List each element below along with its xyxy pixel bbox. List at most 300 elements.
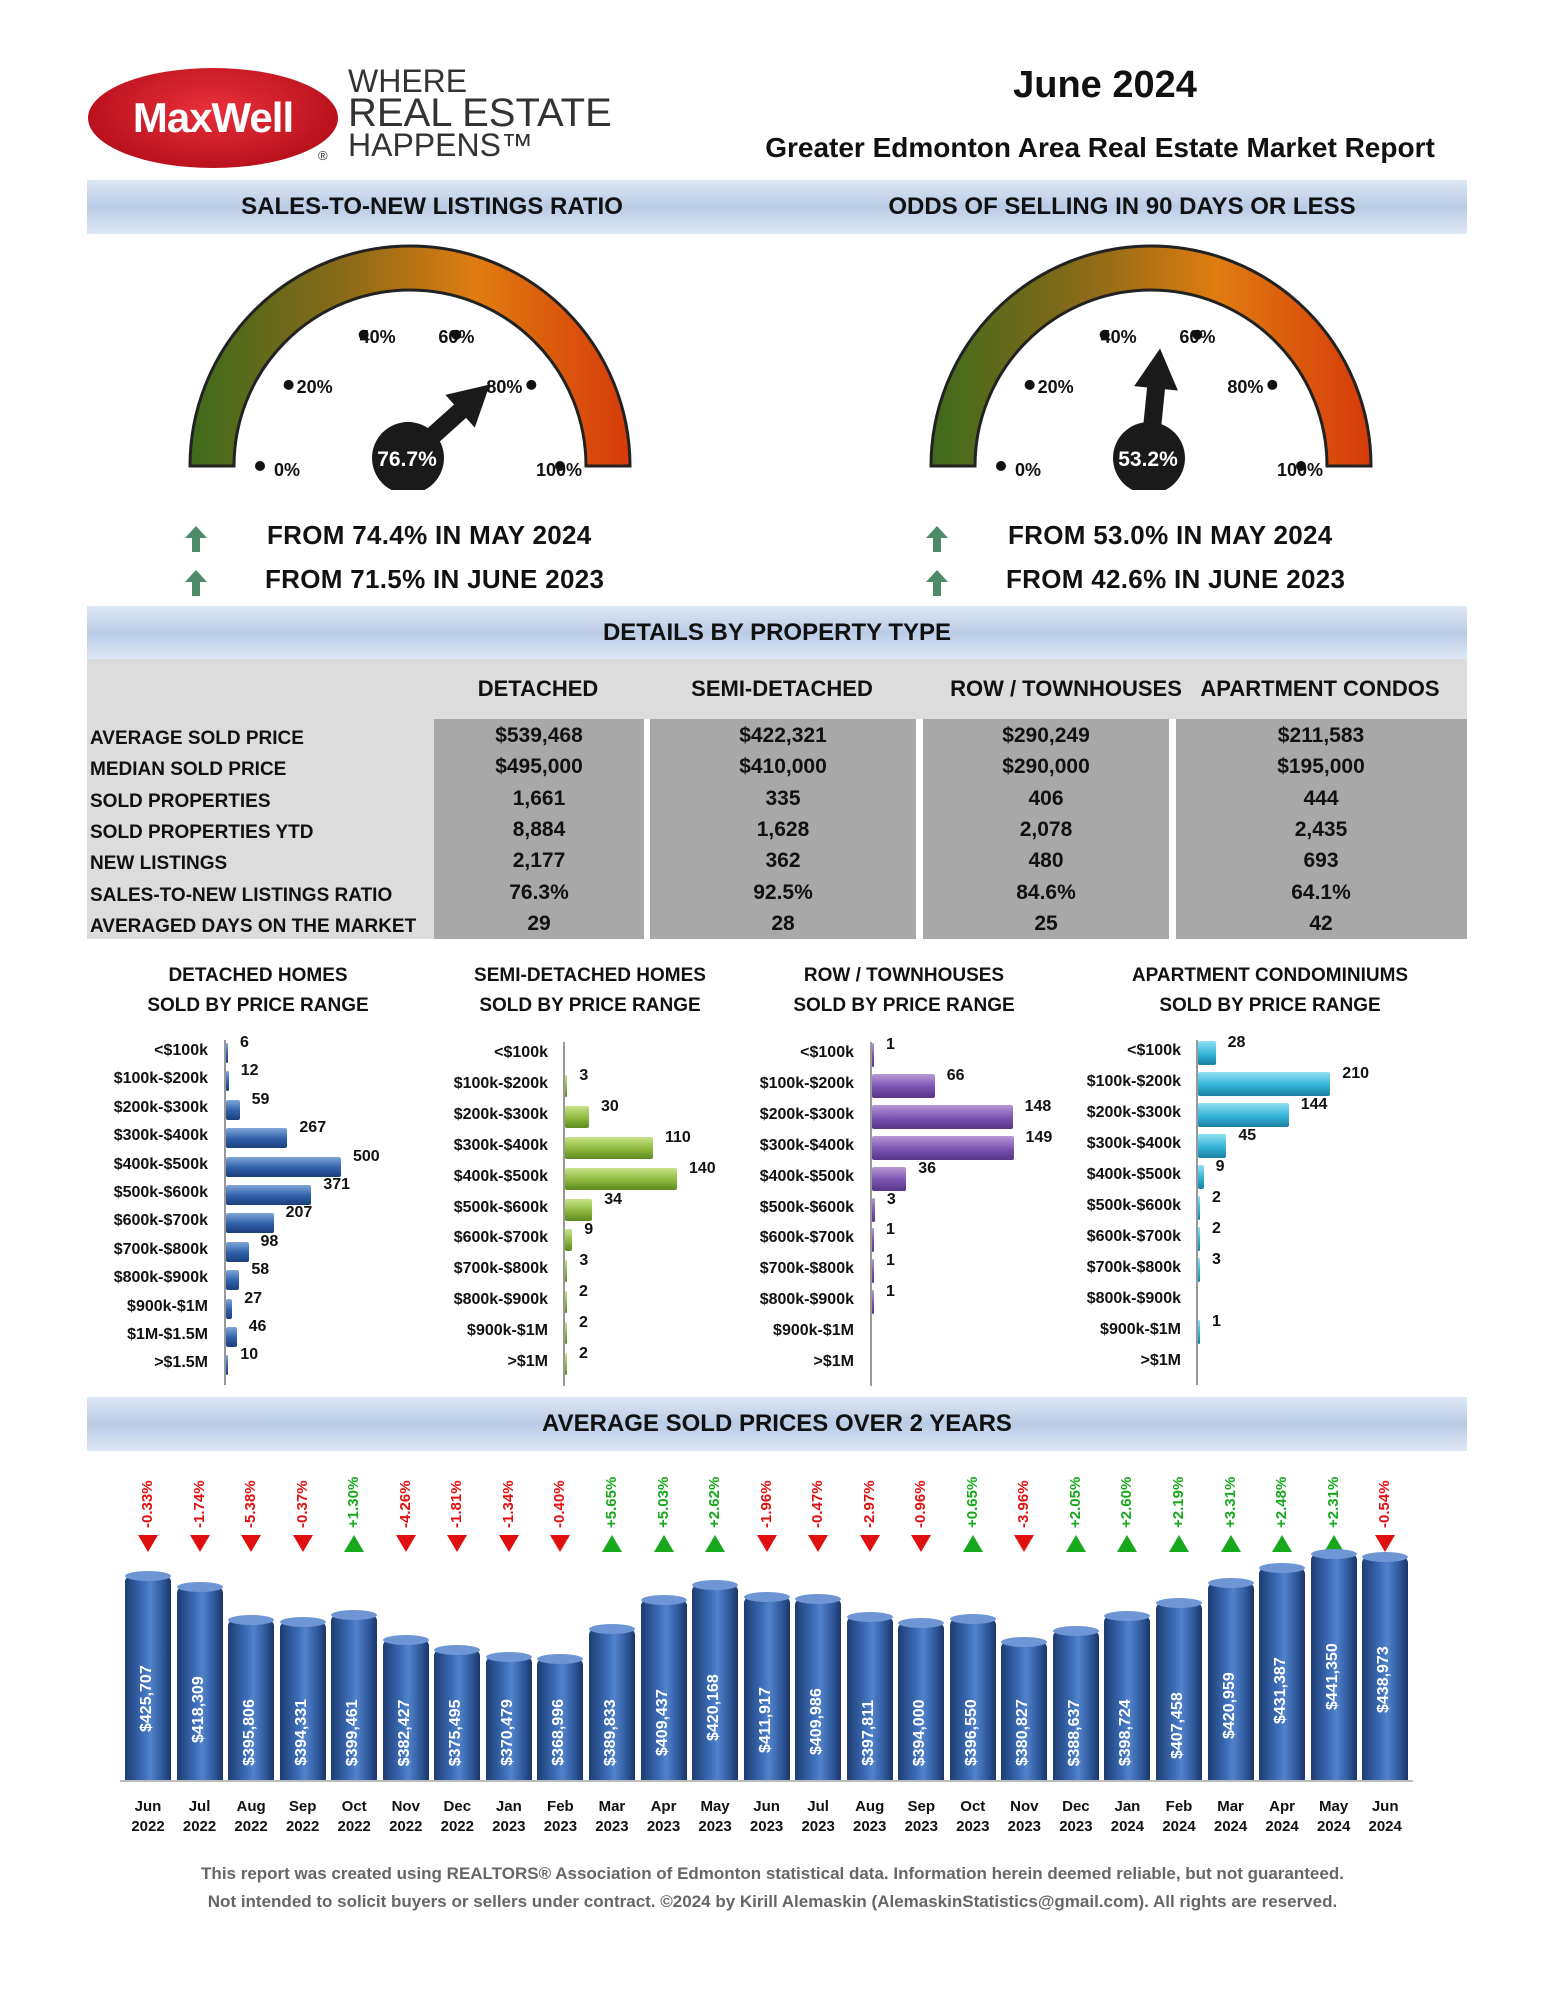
details-row-label: MEDIAN SOLD PRICE: [90, 759, 287, 781]
gauge-tick-label: 100%: [536, 460, 583, 480]
histogram-bar: [1198, 1041, 1216, 1065]
histogram-bar: [226, 1185, 311, 1205]
histogram-bar: [226, 1299, 232, 1319]
histogram-value-label: 149: [1025, 1128, 1053, 1146]
up-triangle-icon: [1117, 1535, 1137, 1552]
down-triangle-icon: [808, 1535, 828, 1552]
histogram-category-label: $100k-$200k: [113, 1070, 208, 1088]
histogram-value-label: 3: [579, 1066, 589, 1084]
histogram-bar: [226, 1043, 228, 1063]
histogram-value-label: 59: [251, 1090, 270, 1108]
price-change-label: -0.96%: [912, 1480, 930, 1528]
details-cell: $290,000: [1002, 755, 1090, 779]
histogram-bar: [226, 1355, 228, 1375]
details-cell: 1,661: [512, 786, 566, 810]
price-change-label: +5.03%: [654, 1476, 672, 1528]
price-bar-value: $375,495: [447, 1699, 465, 1766]
details-row-label: SOLD PROPERTIES: [90, 790, 271, 812]
gauge-tick-label: 20%: [296, 376, 333, 397]
gauge-section-bar: [87, 180, 1467, 234]
tagline-line-2: REAL ESTATE: [348, 91, 612, 135]
histogram-category-label: $500k-$600k: [113, 1184, 208, 1201]
details-cell: 42: [1309, 911, 1333, 935]
price-bar-value: $409,437: [653, 1689, 671, 1757]
price-bar-value: $368,996: [550, 1699, 568, 1766]
price-bar-value: $394,331: [292, 1699, 310, 1766]
year-label: 2023: [904, 1818, 938, 1835]
details-row-label: AVERAGED DAYS ON THE MARKET: [90, 915, 417, 937]
histogram-value-label: 98: [260, 1232, 279, 1250]
price-bar-value: $407,458: [1169, 1692, 1186, 1760]
down-triangle-icon: [138, 1535, 158, 1552]
month-label: Apr: [650, 1798, 677, 1815]
down-triangle-icon: [1014, 1535, 1034, 1552]
histogram-bar: [226, 1270, 239, 1290]
price-change-label: -1.74%: [190, 1480, 208, 1528]
histogram-bar: [1198, 1196, 1200, 1220]
gauge-tick-label: 40%: [359, 326, 396, 347]
price-change-label: -1.34%: [499, 1480, 517, 1528]
gauge-tick-label: 40%: [1100, 326, 1137, 347]
histogram-category-label: $900k-$1M: [127, 1297, 208, 1315]
price-bar-cap: [331, 1610, 377, 1620]
price-change-label: -1.96%: [757, 1480, 775, 1528]
histogram-value-label: 28: [1227, 1034, 1246, 1051]
gauge-1-change-2: FROM 71.5% IN JUNE 2023: [265, 564, 605, 594]
month-label: Jul: [188, 1798, 211, 1815]
details-cell: 2,435: [1294, 817, 1348, 841]
gauge-tick-label: 100%: [1277, 460, 1324, 480]
price-bar-cap: [434, 1645, 480, 1655]
price-change-label: -4.26%: [396, 1480, 414, 1528]
column-header-apartment-condos: APARTMENT CONDOS: [1200, 676, 1440, 701]
histogram-bar: [872, 1290, 874, 1314]
column-header-detached: DETACHED: [477, 676, 599, 701]
year-label: 2023: [492, 1818, 526, 1835]
histogram-value-label: 27: [244, 1289, 262, 1307]
price-bar-cap: [950, 1614, 996, 1624]
year-label: 2024: [1265, 1818, 1299, 1835]
details-section-bar: [87, 606, 1467, 660]
price-bar-value: $441,350: [1323, 1642, 1341, 1710]
details-cell: 28: [771, 911, 795, 935]
details-cell: $290,249: [1002, 724, 1090, 747]
price-bar-value: $396,550: [962, 1699, 980, 1766]
up-arrow-icon: [925, 525, 949, 553]
column-header-row-townhouses: ROW / TOWNHOUSES: [950, 676, 1182, 701]
histogram-category-label: $400k-$500k: [759, 1167, 854, 1185]
histogram-title: APARTMENT CONDOMINIUMS: [1131, 965, 1409, 986]
price-change-label: +5.65%: [602, 1476, 620, 1528]
report-month: June 2024: [1013, 64, 1197, 106]
price-bar-cap: [383, 1635, 429, 1645]
price-change-label: +2.05%: [1066, 1476, 1084, 1528]
month-label: Dec: [443, 1798, 472, 1815]
price-bar-value: $431,387: [1272, 1657, 1290, 1725]
up-arrow-icon: [925, 569, 949, 597]
down-triangle-icon: [860, 1535, 880, 1552]
histogram-bar: [872, 1167, 906, 1191]
price-bar-value: $382,427: [395, 1699, 413, 1766]
histogram-value-label: 12: [240, 1062, 259, 1080]
year-label: 2024: [1110, 1818, 1145, 1835]
histogram-subtitle: SOLD BY PRICE RANGE: [479, 995, 701, 1016]
histogram-value-label: 34: [604, 1190, 622, 1208]
month-label: May: [700, 1798, 730, 1815]
gauge-tick-label: 80%: [486, 376, 523, 397]
price-bar-cap: [1053, 1626, 1099, 1636]
month-label: Apr: [1269, 1798, 1296, 1815]
histogram-bar: [565, 1229, 572, 1251]
histogram-category-label: $900k-$1M: [773, 1322, 854, 1340]
footer-disclaimer: This report was created using REALTORS® Association of Edmonton statistical data. Information herein deemed reliable, but not guaranteed.: [201, 1864, 1344, 1883]
year-label: 2024: [1368, 1818, 1402, 1835]
registered-mark: ®: [318, 148, 328, 163]
year-label: 2023: [749, 1818, 784, 1835]
histogram-category-label: $800k-$900k: [113, 1269, 208, 1287]
histogram-category-label: $800k-$900k: [453, 1291, 548, 1309]
year-label: 2023: [801, 1818, 835, 1835]
year-label: 2022: [234, 1818, 268, 1835]
price-bar-value: $409,986: [808, 1688, 826, 1756]
histogram-category-label: >$1M: [1140, 1352, 1181, 1369]
year-label: 2024: [1213, 1818, 1248, 1835]
year-label: 2022: [182, 1818, 217, 1835]
year-label: 2023: [646, 1818, 681, 1835]
price-change-label: +2.19%: [1170, 1476, 1187, 1528]
year-label: 2023: [956, 1818, 990, 1835]
histogram-category-label: $700k-$800k: [453, 1260, 548, 1278]
price-bar-value: $370,479: [498, 1699, 516, 1766]
gauge-tick-label: 80%: [1227, 376, 1264, 397]
histogram-bar: [1198, 1103, 1289, 1127]
down-triangle-icon: [550, 1535, 570, 1552]
price-bar-value: $395,806: [241, 1699, 259, 1766]
gauge-2-title: ODDS OF SELLING IN 90 DAYS OR LESS: [888, 193, 1356, 220]
histogram-bar: [565, 1075, 567, 1097]
month-label: Nov: [1010, 1798, 1039, 1815]
details-row-label: SOLD PROPERTIES YTD: [90, 821, 314, 843]
year-label: 2024: [1162, 1818, 1196, 1835]
price-bar-cap: [1104, 1611, 1150, 1621]
histogram-category-label: $500k-$600k: [453, 1198, 548, 1216]
year-label: 2023: [543, 1818, 578, 1835]
histogram-category-label: $200k-$300k: [113, 1098, 208, 1116]
histogram-category-label: $600k-$700k: [1086, 1228, 1181, 1245]
price-bar-value: $380,827: [1014, 1699, 1032, 1766]
histogram-category-label: $400k-$500k: [1086, 1166, 1181, 1183]
details-cell: 2,078: [1019, 817, 1073, 841]
year-label: 2023: [853, 1818, 887, 1835]
gauge-tick-dot: [996, 461, 1006, 471]
year-label: 2023: [595, 1818, 629, 1835]
histogram-category-label: $400k-$500k: [113, 1155, 208, 1173]
tagline-line-1: WHERE: [348, 63, 468, 99]
month-label: Mar: [1217, 1798, 1244, 1815]
down-triangle-icon: [447, 1535, 467, 1552]
histogram-category-label: <$100k: [800, 1044, 854, 1061]
details-cell: 444: [1303, 786, 1339, 810]
histogram-subtitle: SOLD BY PRICE RANGE: [793, 995, 1015, 1016]
histogram-bar: [1198, 1165, 1204, 1189]
details-cell: 2,177: [512, 849, 566, 873]
histogram-bar: [565, 1291, 567, 1313]
details-cell: 406: [1028, 786, 1064, 810]
up-triangle-icon: [705, 1535, 725, 1552]
histogram-category-label: $300k-$400k: [1086, 1135, 1181, 1152]
histogram-value-label: 46: [248, 1318, 267, 1335]
histogram-category-label: $700k-$800k: [759, 1260, 854, 1278]
histogram-value-label: 144: [1300, 1096, 1328, 1113]
histogram-value-label: 210: [1342, 1065, 1369, 1082]
gauge-2-change-1: FROM 53.0% IN MAY 2024: [1008, 520, 1333, 550]
month-label: Jan: [495, 1798, 522, 1815]
histogram-bar: [872, 1074, 935, 1098]
histogram-category-label: $800k-$900k: [759, 1291, 854, 1309]
histogram-bar: [226, 1071, 229, 1091]
histogram-category-label: $200k-$300k: [453, 1105, 548, 1123]
histogram-category-label: $100k-$200k: [759, 1074, 854, 1092]
histogram-category-label: $900k-$1M: [1100, 1321, 1181, 1338]
price-change-label: -1.81%: [448, 1480, 466, 1528]
price-bar-cap: [1311, 1549, 1357, 1559]
details-cell: $422,321: [739, 724, 827, 747]
gauge-tick-label: 20%: [1037, 376, 1074, 397]
histogram-bar: [1198, 1258, 1200, 1282]
down-triangle-icon: [1375, 1535, 1395, 1552]
price-bar-value: $425,707: [138, 1665, 155, 1733]
histogram-title: ROW / TOWNHOUSES: [803, 965, 1005, 986]
histogram-bar: [226, 1100, 240, 1120]
histogram-bar: [565, 1322, 567, 1344]
histogram-category-label: $300k-$400k: [453, 1136, 548, 1154]
details-cell: $495,000: [495, 755, 583, 779]
month-label: Dec: [1062, 1798, 1090, 1815]
gauge-tick-label: 0%: [274, 460, 301, 480]
year-label: 2022: [131, 1818, 165, 1835]
histogram-category-label: <$100k: [1127, 1042, 1181, 1059]
histogram-category-label: $200k-$300k: [759, 1105, 854, 1123]
details-cell: 693: [1303, 849, 1339, 873]
histogram-bar: [1198, 1072, 1330, 1096]
histogram-value-label: 58: [251, 1261, 270, 1279]
price-bar-value: $394,000: [911, 1699, 929, 1766]
month-label: May: [1319, 1798, 1349, 1815]
month-label: Jun: [1371, 1798, 1399, 1815]
month-label: Mar: [598, 1798, 626, 1815]
histogram-subtitle: SOLD BY PRICE RANGE: [147, 995, 369, 1016]
year-label: 2023: [1007, 1818, 1042, 1835]
histogram-value-label: 207: [285, 1204, 313, 1222]
histogram-value-label: 30: [601, 1097, 619, 1115]
histogram-category-label: $300k-$400k: [759, 1136, 854, 1154]
gauge-1-change-1: FROM 74.4% IN MAY 2024: [267, 520, 592, 550]
details-cell: 1,628: [756, 817, 810, 841]
year-label: 2022: [389, 1818, 423, 1835]
gauge-2-change-2: FROM 42.6% IN JUNE 2023: [1006, 564, 1346, 594]
price-bar-cap: [486, 1652, 532, 1662]
price-change-label: -0.40%: [551, 1480, 569, 1528]
histogram-category-label: $1M-$1.5M: [127, 1326, 208, 1343]
histogram-category-label: $600k-$700k: [113, 1212, 208, 1230]
avg-price-section-bar: [87, 1397, 1467, 1451]
details-cell: 480: [1028, 849, 1064, 873]
month-label: Aug: [236, 1798, 266, 1815]
gauge-tick-dot: [284, 380, 294, 390]
histogram-value-label: 110: [665, 1128, 691, 1146]
histogram-value-label: 9: [584, 1221, 594, 1239]
price-change-label: +1.30%: [345, 1476, 363, 1528]
histogram-bar: [872, 1228, 874, 1252]
up-arrow-icon: [184, 525, 208, 553]
histogram-category-label: $800k-$900k: [1086, 1290, 1181, 1307]
price-change-label: +2.48%: [1273, 1476, 1291, 1528]
gauge-tick-dot: [1267, 380, 1277, 390]
details-title: DETAILS BY PROPERTY TYPE: [602, 619, 952, 646]
histogram-value-label: 267: [299, 1119, 327, 1137]
price-bar-cap: [1001, 1637, 1047, 1647]
histogram-value-label: 2: [1212, 1220, 1221, 1237]
histogram-bar: [872, 1259, 874, 1283]
up-triangle-icon: [1221, 1535, 1241, 1552]
up-triangle-icon: [1272, 1535, 1292, 1552]
price-bar-value: $418,309: [189, 1676, 207, 1744]
histogram-category-label: $200k-$300k: [1086, 1104, 1181, 1121]
month-label: Oct: [341, 1798, 367, 1815]
details-cell: 64.1%: [1291, 880, 1351, 904]
histogram-value-label: 371: [323, 1176, 351, 1193]
histogram-bar: [565, 1137, 653, 1159]
down-triangle-icon: [241, 1535, 261, 1552]
histogram-value-label: 148: [1024, 1097, 1052, 1115]
down-triangle-icon: [293, 1535, 313, 1552]
histogram-bar: [226, 1128, 287, 1148]
month-label: Aug: [855, 1798, 885, 1815]
histogram-category-label: $500k-$600k: [1086, 1197, 1181, 1214]
up-triangle-icon: [344, 1535, 364, 1552]
up-triangle-icon: [654, 1535, 674, 1552]
histogram-value-label: 2: [579, 1314, 588, 1332]
brand-tagline: [348, 63, 612, 163]
histogram-value-label: 3: [579, 1252, 589, 1270]
gauge-tick-label: 0%: [1015, 460, 1042, 480]
month-label: Jun: [753, 1798, 780, 1815]
histogram-category-label: $700k-$800k: [1086, 1259, 1181, 1276]
details-cell: 335: [765, 786, 801, 810]
details-cell: $211,583: [1277, 724, 1365, 747]
histogram-category-label: <$100k: [154, 1042, 208, 1059]
chart-baseline: [120, 1780, 1413, 1782]
down-triangle-icon: [396, 1535, 416, 1552]
month-label: Jan: [1114, 1798, 1141, 1815]
details-cell: $539,468: [495, 724, 583, 747]
histogram-bar: [1198, 1320, 1200, 1344]
histogram-value-label: 2: [579, 1283, 588, 1301]
year-label: 2022: [285, 1818, 320, 1835]
tagline-line-3: HAPPENS™: [348, 127, 533, 163]
details-cell: 92.5%: [753, 880, 813, 904]
down-triangle-icon: [499, 1535, 519, 1552]
histogram-bar: [226, 1157, 341, 1177]
details-row-label: NEW LISTINGS: [90, 853, 228, 875]
details-cell: 76.3%: [509, 880, 569, 904]
histogram-bar: [1198, 1134, 1226, 1158]
year-label: 2024: [1316, 1818, 1351, 1835]
gauge-tick-label: 60%: [438, 326, 475, 347]
details-row-label: AVERAGE SOLD PRICE: [90, 728, 304, 749]
price-change-label: -5.38%: [242, 1480, 260, 1528]
histogram-category-label: $600k-$700k: [453, 1229, 548, 1247]
gauge-2-value: 53.2%: [1118, 448, 1178, 471]
histogram-category-label: >$1M: [507, 1353, 548, 1370]
avg-price-title: AVERAGE SOLD PRICES OVER 2 YEARS: [542, 1410, 1012, 1437]
up-triangle-icon: [1169, 1535, 1189, 1552]
histogram-value-label: 1: [886, 1221, 895, 1239]
histogram-category-label: >$1M: [813, 1353, 854, 1370]
gauges-graphic: [0, 230, 1545, 490]
histogram-value-label: 1: [1212, 1313, 1221, 1330]
histogram-category-label: $100k-$200k: [1086, 1073, 1181, 1090]
details-row-label: SALES-TO-NEW LISTINGS RATIO: [90, 884, 393, 906]
histogram-subtitle: SOLD BY PRICE RANGE: [1159, 995, 1381, 1016]
histogram-bar: [565, 1353, 567, 1375]
month-label: Sep: [288, 1798, 317, 1815]
month-label: Feb: [1165, 1798, 1193, 1815]
histogram-category-label: $300k-$400k: [113, 1127, 208, 1145]
histogram-value-label: 1: [886, 1283, 895, 1301]
gauge-tick-dot: [1025, 380, 1035, 390]
gauge-1-value: 76.7%: [377, 448, 437, 471]
price-bar-cap: [898, 1618, 944, 1628]
details-cell: 25: [1034, 911, 1058, 935]
price-bar-value: $420,168: [705, 1673, 723, 1741]
price-bar-cap: [589, 1624, 635, 1634]
month-label: Feb: [547, 1798, 574, 1815]
price-bar-value: $411,917: [756, 1686, 774, 1753]
price-change-label: -0.54%: [1376, 1480, 1394, 1528]
up-triangle-icon: [602, 1535, 622, 1552]
month-label: Jul: [807, 1798, 829, 1815]
histogram-category-label: $600k-$700k: [759, 1229, 854, 1247]
down-triangle-icon: [757, 1535, 777, 1552]
year-label: 2023: [698, 1818, 732, 1835]
price-change-label: +0.65%: [963, 1476, 981, 1528]
histogram-value-label: 36: [918, 1159, 936, 1177]
histogram-value-label: 1: [886, 1252, 895, 1270]
price-change-label: -0.33%: [139, 1480, 156, 1528]
gauge-tick-label: 60%: [1179, 326, 1216, 347]
price-bar-value: $389,833: [601, 1699, 619, 1766]
year-label: 2022: [440, 1818, 474, 1835]
histogram-value-label: 500: [353, 1147, 380, 1165]
histogram-bar: [872, 1105, 1013, 1129]
price-change-label: -2.97%: [860, 1480, 878, 1528]
histogram-bar: [226, 1242, 249, 1262]
histogram-title: SEMI-DETACHED HOMES: [474, 965, 706, 986]
details-cell: 84.6%: [1016, 880, 1076, 904]
histogram-bar: [565, 1106, 589, 1128]
up-arrow-icon: [184, 569, 208, 597]
histogram-value-label: 9: [1215, 1158, 1225, 1175]
price-change-label: +2.60%: [1118, 1476, 1136, 1528]
details-cell: $410,000: [739, 755, 827, 779]
month-label: Jun: [134, 1798, 162, 1815]
price-bar-value: $398,724: [1117, 1699, 1135, 1766]
price-bar-value: $397,811: [859, 1700, 877, 1766]
histogram-bar: [226, 1327, 237, 1347]
report-title: Greater Edmonton Area Real Estate Market Report: [765, 132, 1435, 163]
month-label: Sep: [907, 1798, 935, 1815]
